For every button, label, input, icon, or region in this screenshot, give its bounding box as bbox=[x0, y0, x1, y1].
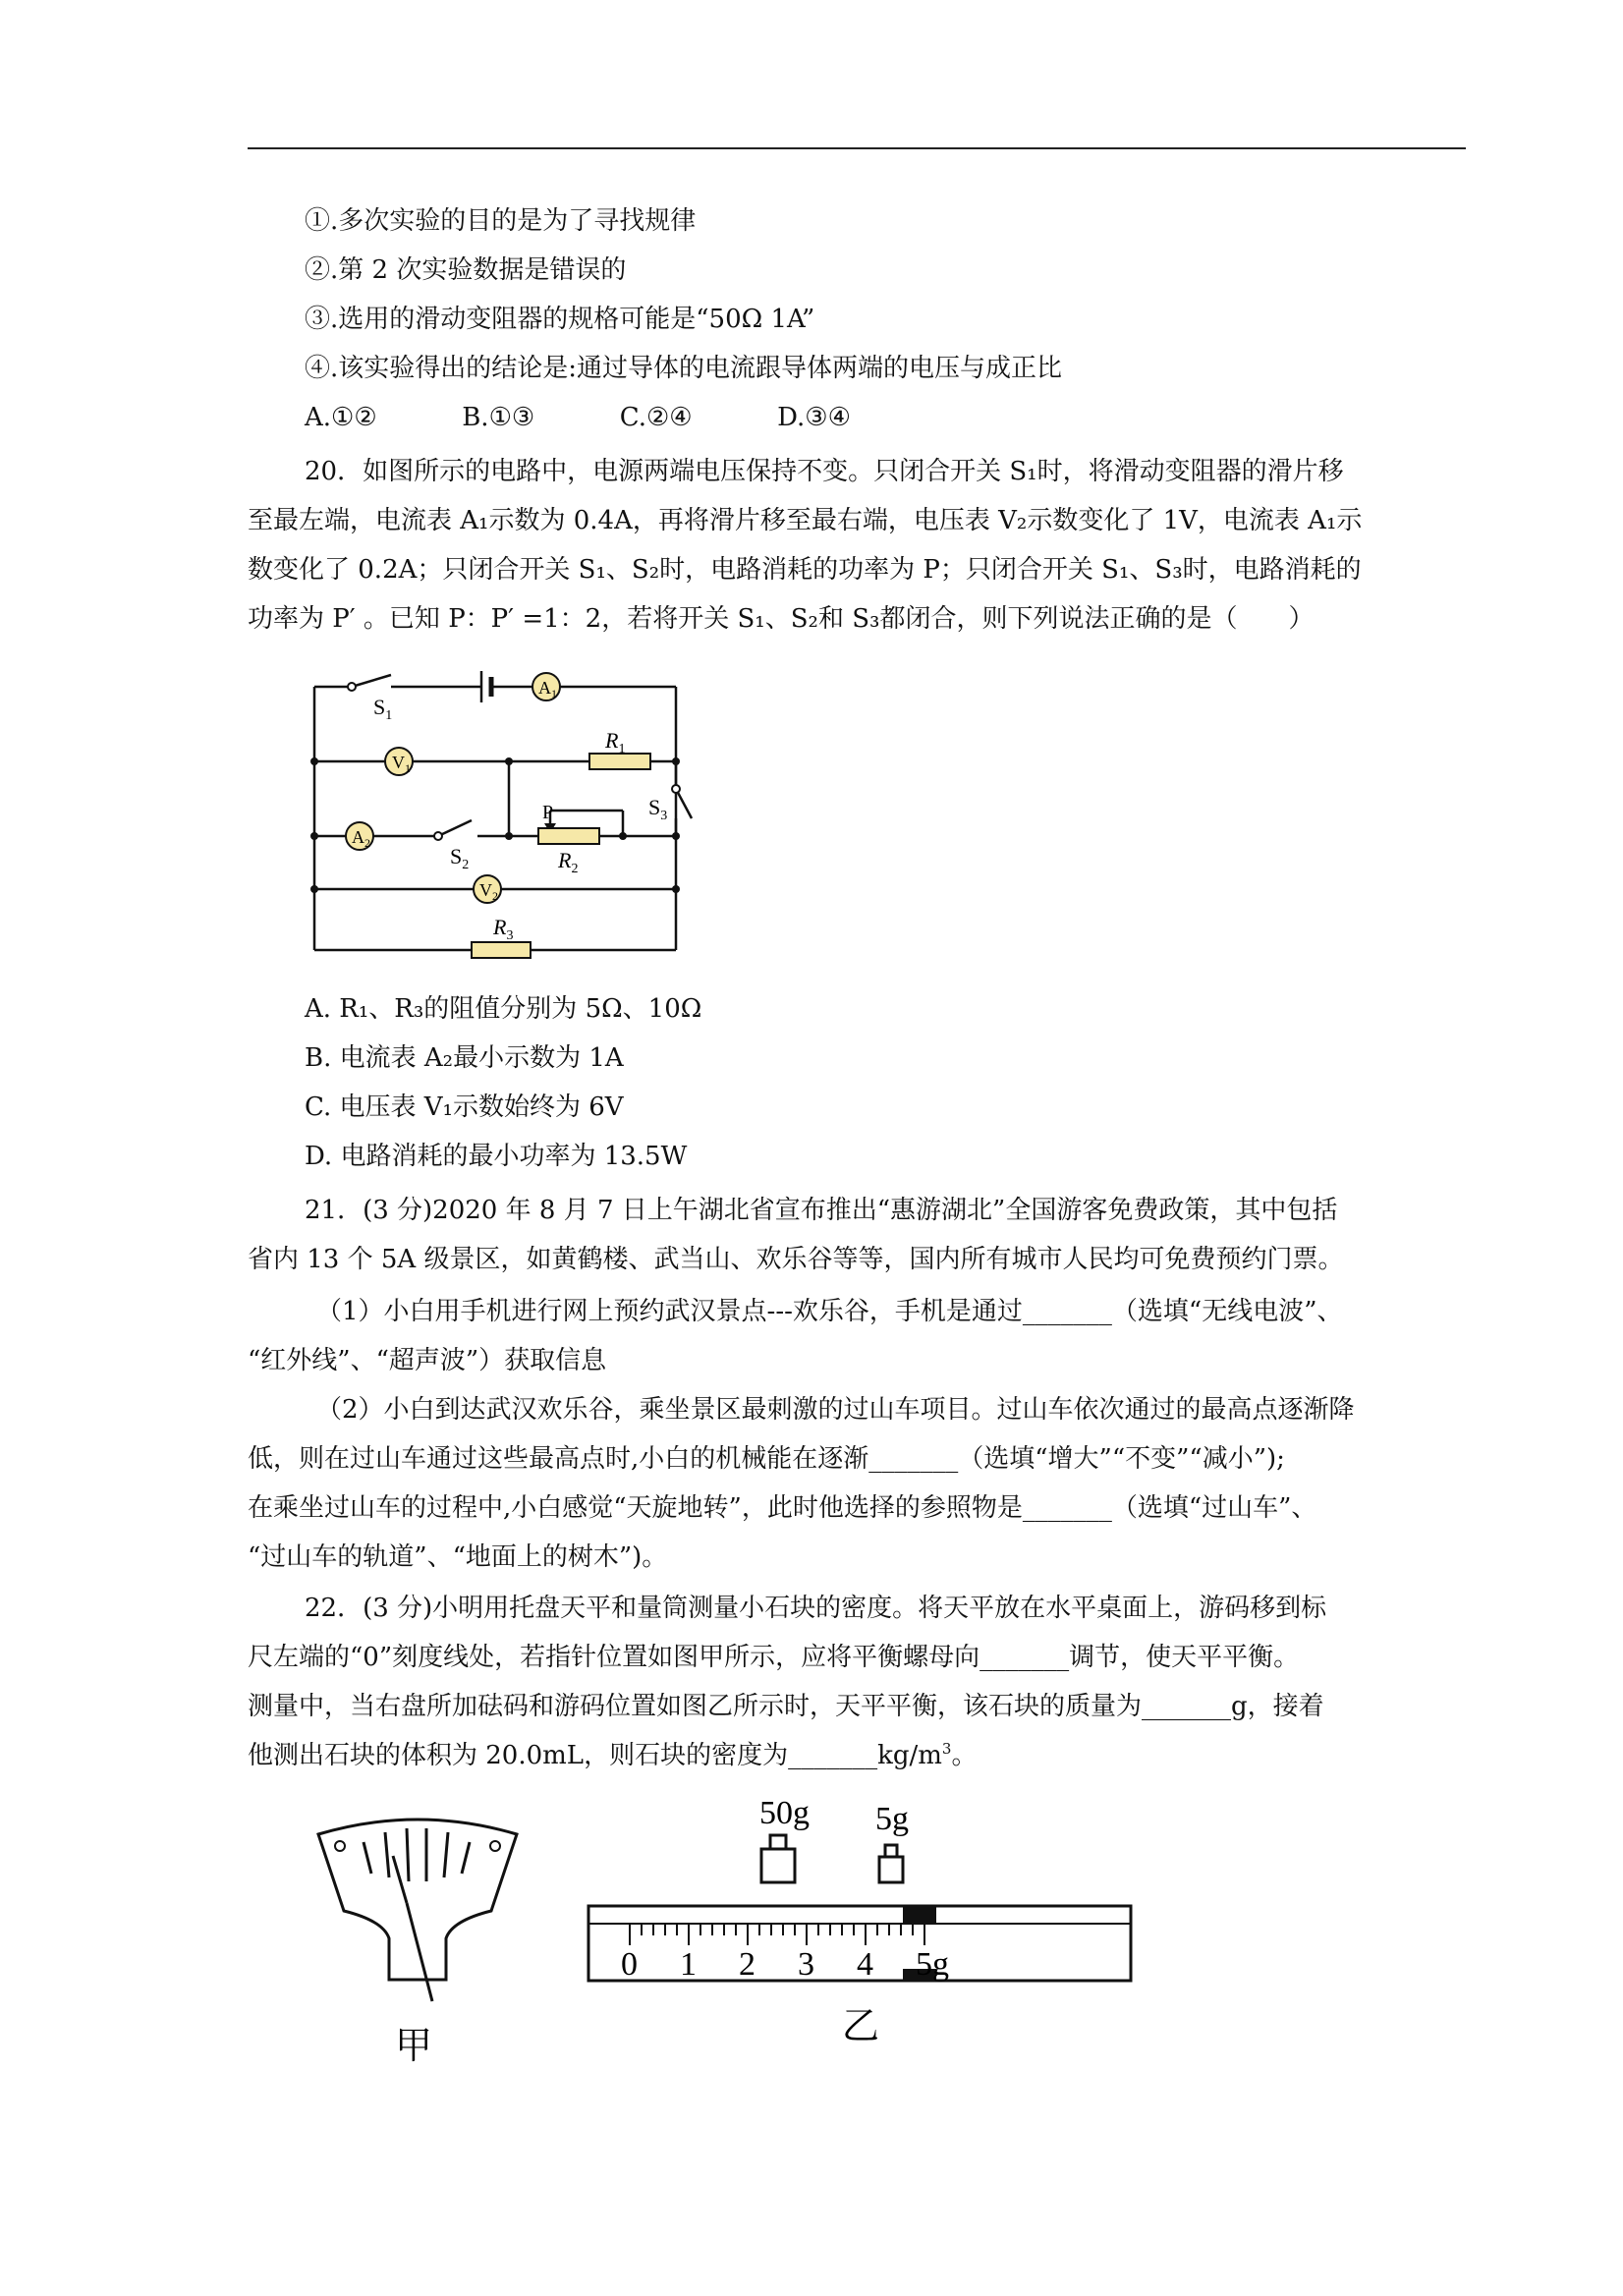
q20-text-line-4: 功率为 P′ 。已知 P：P′ =1：2，若将开关 S₁、S₂和 S₃都闭合，则下列说法正确的是（ ） bbox=[248, 604, 1315, 634]
scale-number: 4 bbox=[857, 1946, 873, 1983]
q22-text-line-1: 22．(3 分)小明用托盘天平和量筒测量小石块的密度。将天平放在水平桌面上，游码移到标 bbox=[305, 1594, 1327, 1623]
q22-text-line-2: 尺左端的“0”刻度线处，若指针位置如图甲所示，应将平衡螺母向_______调节，使天平平衡。 bbox=[248, 1643, 1300, 1672]
s3-label: $S_3$ bbox=[648, 795, 668, 823]
q19-statement-2: ②.第 2 次实验数据是错误的 bbox=[305, 255, 627, 285]
q19-statement-1: ①.多次实验的目的是为了寻找规律 bbox=[305, 206, 697, 236]
s1-label: $S_1$ bbox=[373, 695, 393, 723]
figure-yi-label: 乙 bbox=[842, 2006, 880, 2047]
scale-number: 3 bbox=[798, 1946, 814, 1983]
scale-number: 1 bbox=[680, 1946, 697, 1983]
q21-part2-line-4: “过山车的轨道”、“地面上的树木”)。 bbox=[248, 1542, 668, 1572]
q20-option-d[interactable]: D. 电路消耗的最小功率为 13.5W bbox=[305, 1142, 688, 1171]
q20-text-line-3: 数变化了 0.2A；只闭合开关 S₁、S₂时，电路消耗的功率为 P；只闭合开关 S₁、S₃时，电路消耗的 bbox=[248, 555, 1362, 585]
r3-label: $R_3$ bbox=[493, 915, 514, 943]
header-rule bbox=[248, 147, 1466, 149]
q19-statement-4: ④.该实验得出的结论是:通过导体的电流跟导体两端的电压与成正比 bbox=[305, 354, 1063, 383]
q19-choice-c[interactable]: C.②④ bbox=[619, 403, 693, 432]
q21-part1-line-2: “红外线”、“超声波”）获取信息 bbox=[248, 1346, 607, 1375]
q19-choices bbox=[305, 401, 851, 434]
a2-label: $A_2$ bbox=[352, 827, 370, 850]
q21-text-line-1: 21．(3 分)2020 年 8 月 7 日上午湖北省宣布推出“惠游湖北”全国游客免费政策，其中包括 bbox=[305, 1196, 1338, 1225]
figure-jia-label: 甲 bbox=[395, 2026, 433, 2067]
weight-50g-label: 50g bbox=[759, 1795, 810, 1831]
q20-option-c[interactable]: C. 电压表 V₁示数始终为 6V bbox=[305, 1092, 624, 1122]
r1-label: $R_1$ bbox=[605, 728, 626, 756]
v2-label: $V_2$ bbox=[479, 880, 498, 903]
s2-label: $S_2$ bbox=[450, 844, 470, 872]
q21-text-line-2: 省内 13 个 5A 级景区，如黄鹤楼、武当山、欢乐谷等等，国内所有城市人民均可免费预约门票。 bbox=[248, 1245, 1344, 1274]
a1-label: $A_1$ bbox=[538, 678, 557, 700]
q19-choice-b[interactable]: B.①③ bbox=[462, 403, 535, 432]
q20-option-a[interactable]: A. R₁、R₃的阻值分别为 5Ω、10Ω bbox=[305, 994, 702, 1024]
figure-jia-pointer-dial bbox=[305, 1813, 531, 2073]
q20-text-line-1: 20．如图所示的电路中，电源两端电压保持不变。只闭合开关 S₁时，将滑动变阻器的滑片移 bbox=[305, 457, 1344, 486]
slider-p-label: P bbox=[542, 802, 554, 823]
circuit-diagram bbox=[295, 663, 707, 968]
q19-choice-d[interactable]: D.③④ bbox=[777, 403, 851, 432]
scale-number: 5g bbox=[916, 1946, 949, 1983]
q20-option-b[interactable]: B. 电流表 A₂最小示数为 1A bbox=[305, 1043, 624, 1073]
q20-text-line-2: 至最左端，电流表 A₁示数为 0.4A，再将滑片移至最右端，电压表 V₂示数变化了 1V，电流表 A₁示 bbox=[248, 506, 1363, 535]
v1-label: $V_1$ bbox=[392, 753, 411, 775]
q22-text-line-3: 测量中，当右盘所加砝码和游码位置如图乙所示时，天平平衡，该石块的质量为_______g，接着 bbox=[248, 1692, 1324, 1721]
q21-part2-line-3: 在乘坐过山车的过程中,小白感觉“天旋地转”，此时他选择的参照物是_______（选填“过山车”、 bbox=[248, 1493, 1317, 1523]
q21-part1-line-1: （1）小白用手机进行网上预约武汉景点---欢乐谷，手机是通过_______（选填“无线电波”、 bbox=[316, 1297, 1343, 1326]
q21-part2-line-2: 低，则在过山车通过这些最高点时,小白的机械能在逐渐_______（选填“增大”“不变”“减小”); bbox=[248, 1444, 1285, 1474]
q19-statement-3: ③.选用的滑动变阻器的规格可能是“50Ω 1A” bbox=[305, 305, 815, 334]
figure-yi-scale bbox=[575, 1778, 1145, 2048]
q19-choice-a[interactable]: A.①② bbox=[305, 403, 377, 432]
scale-number: 0 bbox=[621, 1946, 638, 1983]
r2-label: $R_2$ bbox=[558, 848, 579, 876]
q22-text-line-4: 他测出石块的体积为 20.0mL，则石块的密度为$\_\_\_\_\_\_\_kg/m^3$。 bbox=[248, 1740, 978, 1770]
q21-part2-line-1: （2）小白到达武汉欢乐谷，乘坐景区最刺激的过山车项目。过山车依次通过的最高点逐渐降 bbox=[316, 1395, 1355, 1425]
scale-number: 2 bbox=[739, 1946, 756, 1983]
weight-5g-label: 5g bbox=[875, 1801, 909, 1837]
